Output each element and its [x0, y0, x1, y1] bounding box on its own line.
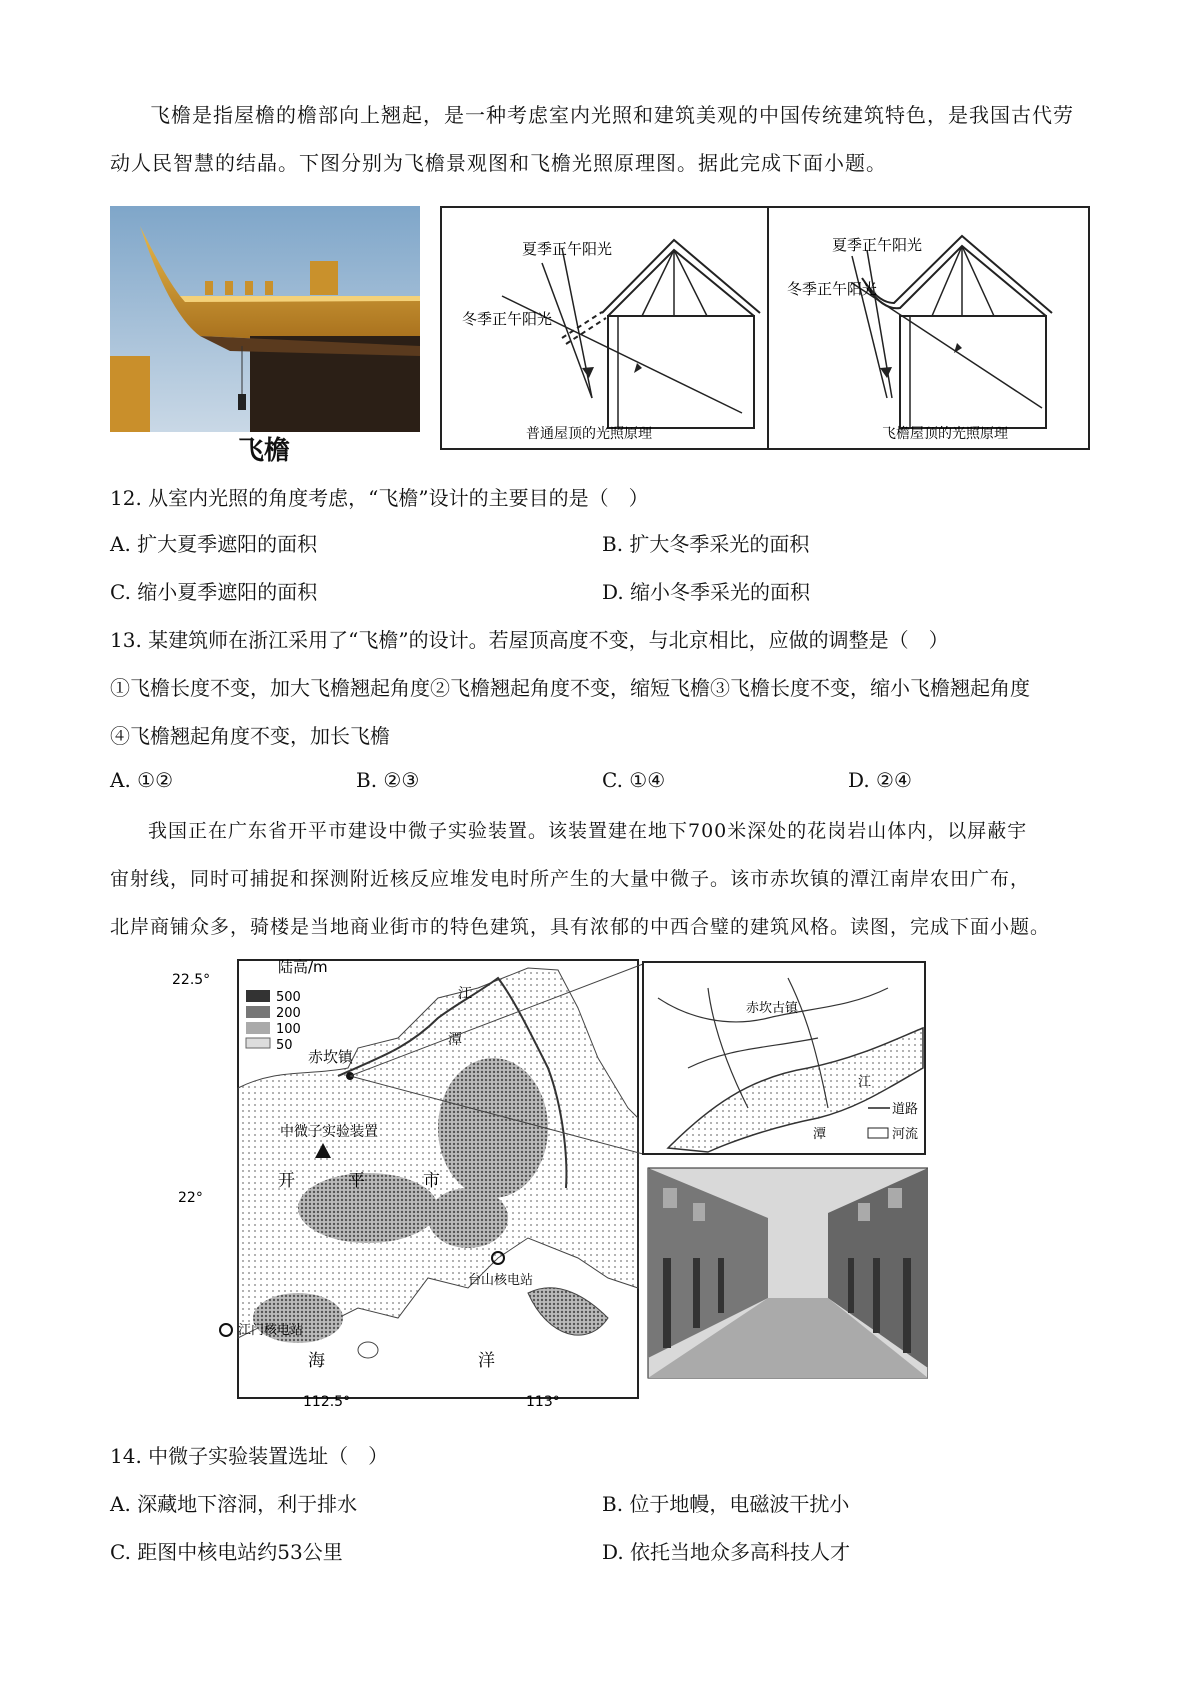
passage1-line1: 飞檐是指屋檐的檐部向上翘起，是一种考虑室内光照和建筑美观的中国传统建筑特色，是我国古代劳 — [150, 103, 1074, 127]
lon-right: 113° — [526, 1394, 560, 1408]
sea-char-2: 洋 — [478, 1351, 495, 1371]
q12-option-d: D. 缩小冬季采光的面积 — [602, 580, 811, 604]
city-char-2: 平 — [348, 1171, 365, 1191]
lat-top: 22.5° — [172, 972, 211, 988]
river-char-2: 潭 — [448, 1032, 462, 1048]
left-summer-label: 夏季正午阳光 — [522, 240, 613, 258]
q13-statements-2: ④飞檐翘起角度不变，加长飞檐 — [110, 724, 390, 748]
q13-option-d: D. ②④ — [848, 768, 912, 792]
inset-town-label: 赤坎古镇 — [746, 1001, 799, 1016]
right-caption: 飞檐屋顶的光照原理 — [882, 426, 1008, 442]
photo-caption: 飞檐 — [238, 436, 291, 466]
ordinary-roof-diagram — [462, 240, 760, 442]
jiangmen-label: 江门核电站 — [238, 1323, 304, 1338]
inset-river-char-1: 江 — [858, 1075, 872, 1090]
legend-100: 100 — [276, 1022, 301, 1037]
inset-legend-road: 道路 — [892, 1102, 919, 1117]
lat-mid: 22° — [178, 1190, 203, 1206]
flying-eaves-roof-diagram — [787, 236, 1052, 442]
lon-left: 112.5° — [303, 1394, 351, 1408]
chikan-town-label: 赤坎镇 — [308, 1048, 354, 1066]
left-winter-label: 冬季正午阳光 — [462, 310, 553, 328]
q12-option-a: A. 扩大夏季遮阳的面积 — [110, 532, 318, 556]
q12-option-c: C. 缩小夏季遮阳的面积 — [110, 580, 318, 604]
arcade-street-photo — [648, 1168, 928, 1378]
q13-option-b: B. ②③ — [356, 768, 420, 792]
sea-char-1: 海 — [308, 1351, 325, 1371]
kaiping-map-figure — [168, 958, 928, 1408]
q14-option-d: D. 依托当地众多高科技人才 — [602, 1540, 851, 1564]
inset-river-char-2: 潭 — [813, 1127, 827, 1142]
taishan-label: 台山核电站 — [468, 1273, 534, 1288]
river-char-1: 江 — [458, 986, 472, 1002]
passage2-line1: 我国正在广东省开平市建设中微子实验装置。该装置建在地下700米深处的花岗岩山体内，以屏蔽宇 — [148, 820, 1028, 842]
left-caption: 普通屋顶的光照原理 — [526, 426, 652, 442]
eaves-lighting-diagram — [440, 206, 1090, 450]
q12-stem: 12. 从室内光照的角度考虑，“飞檐”设计的主要目的是（ ） — [110, 486, 649, 510]
city-char-1: 开 — [278, 1171, 295, 1191]
inset-legend-river: 河流 — [892, 1127, 919, 1142]
legend-200: 200 — [276, 1006, 301, 1021]
q13-statements-1: ①飞檐长度不变，加大飞檐翘起角度②飞檐翘起角度不变，缩短飞檐③飞檐长度不变，缩小飞檐翘起角度 — [110, 676, 1030, 700]
flying-eaves-photo — [110, 206, 420, 432]
q14-stem: 14. 中微子实验装置选址（ ） — [110, 1444, 389, 1468]
legend-title: 陆高/m — [278, 958, 328, 976]
q12-option-b: B. 扩大冬季采光的面积 — [602, 532, 810, 556]
city-char-3: 市 — [423, 1171, 440, 1191]
passage2-line2: 宙射线，同时可捕捉和探测附近核反应堆发电时所产生的大量中微子。该市赤坎镇的潭江南岸农田广布， — [110, 868, 1031, 890]
q13-stem: 13. 某建筑师在浙江采用了“飞檐”的设计。若屋顶高度不变，与北京相比，应做的调整是（ ） — [110, 628, 949, 652]
q13-option-a: A. ①② — [110, 768, 174, 792]
right-winter-label: 冬季正午阳光 — [787, 280, 878, 298]
q13-option-c: C. ①④ — [602, 768, 666, 792]
q14-option-c: C. 距图中核电站约53公里 — [110, 1540, 343, 1564]
q14-option-a: A. 深藏地下溶洞，利于排水 — [110, 1492, 358, 1516]
passage1-line2: 动人民智慧的结晶。下图分别为飞檐景观图和飞檐光照原理图。据此完成下面小题。 — [110, 151, 887, 175]
device-label: 中微子实验装置 — [280, 1124, 378, 1140]
right-summer-label: 夏季正午阳光 — [832, 236, 923, 254]
q14-option-b: B. 位于地幔，电磁波干扰小 — [602, 1492, 850, 1516]
legend-500: 500 — [276, 990, 301, 1005]
passage2-line3: 北岸商铺众多，骑楼是当地商业街市的特色建筑，具有浓郁的中西合璧的建筑风格。读图，完成下面小题。 — [110, 916, 1051, 938]
legend-50: 50 — [276, 1038, 293, 1053]
